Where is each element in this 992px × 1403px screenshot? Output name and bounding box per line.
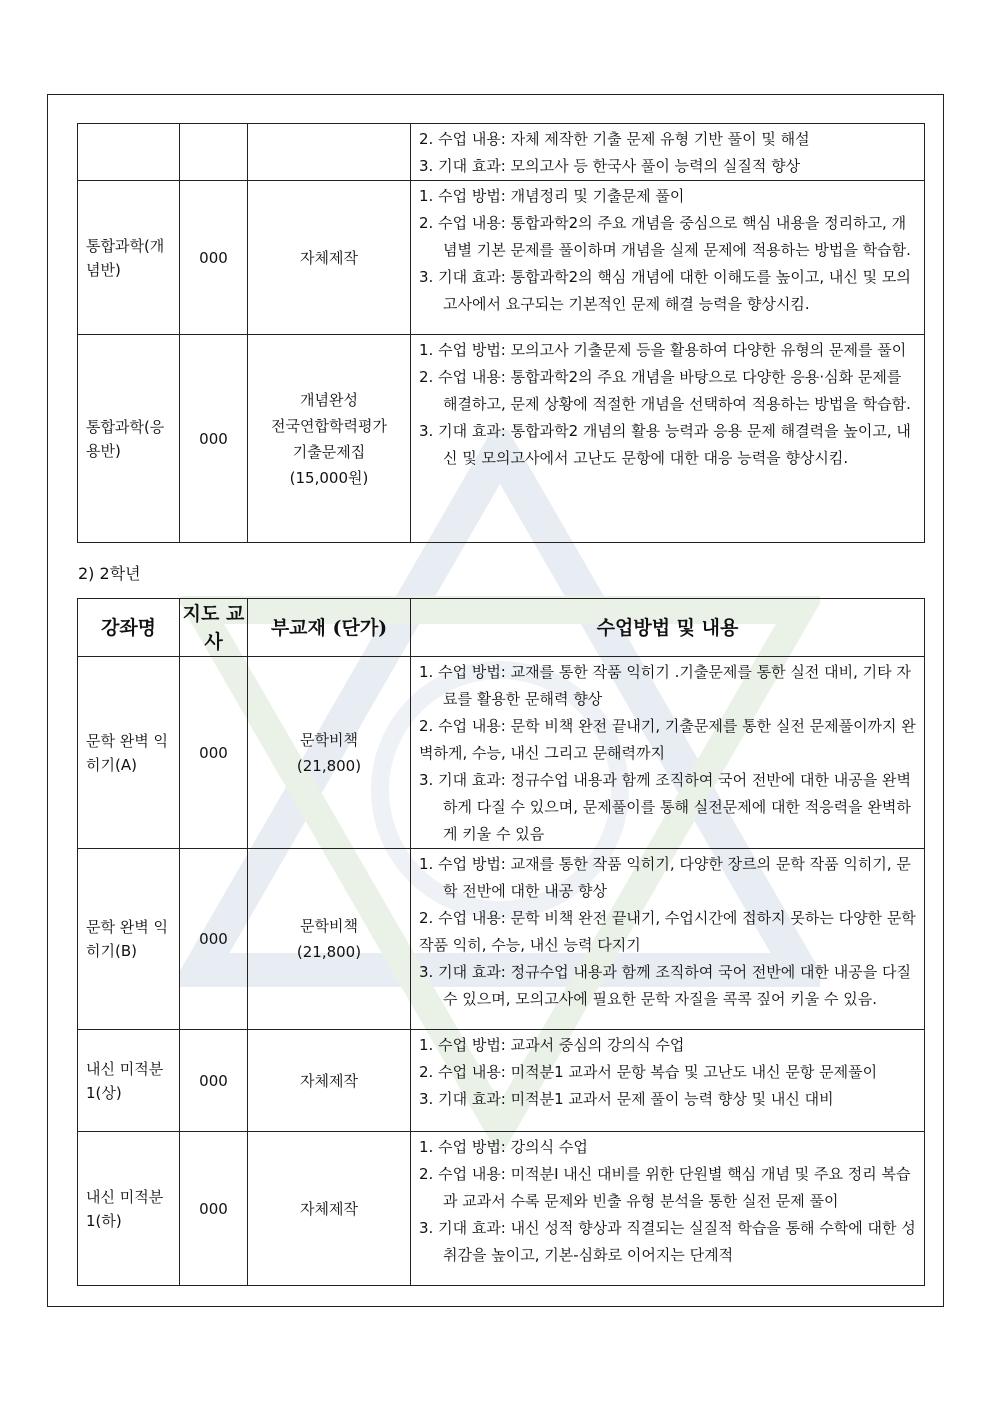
textbook-cell (248, 849, 411, 1030)
description-item: 2. 수업 내용: 미적분1 교과서 문항 복습 및 고난도 내신 문항 문제풀이 (419, 1063, 878, 1081)
description-item: 1. 수업 방법: 교재를 통한 작품 익히기 .기출문제를 통한 실전 대비, 기타 자료를 활용한 문해력 향상 (419, 663, 911, 708)
description-item: 3. 기대 효과: 모의고사 등 한국사 풀이 능력의 실질적 향상 (419, 157, 801, 175)
description-cell (411, 849, 925, 1030)
table-row (78, 1132, 925, 1286)
description-cell (411, 657, 925, 849)
teacher-cell: 000 (180, 1132, 248, 1286)
description-cell (411, 1132, 925, 1286)
teacher-cell: 000 (180, 849, 248, 1030)
description-cell (411, 181, 925, 335)
table-row (78, 1030, 925, 1132)
textbook-line: 자체제작 (300, 249, 358, 267)
description-item: 3. 기대 효과: 정규수업 내용과 함께 조직하여 국어 전반에 대한 내공을 다질 수 있으며, 모의고사에 필요한 문학 자질을 콕콕 짚어 키울 수 있음. (419, 963, 912, 1008)
description-item: 2. 수업 내용: 문학 비책 완전 끝내기, 기출문제를 통한 실전 문제풀이까지 완벽하게, 수능, 내신 그리고 문해력까지 (419, 717, 916, 762)
description-item: 2. 수업 내용: 미적분Ⅰ 내신 대비를 위한 단원별 핵심 개념 및 주요 정리 복습과 교과서 수록 문제와 빈출 유형 분석을 통한 실전 문제 풀이 (419, 1165, 911, 1210)
description-item: 1. 수업 방법: 모의고사 기출문제 등을 활용하여 다양한 유형의 문제를 풀이 (419, 341, 907, 359)
description-item: 1. 수업 방법: 개념정리 및 기출문제 풀이 (419, 187, 685, 205)
header-teacher: 지도 교사 (180, 599, 248, 657)
description-item: 1. 수업 방법: 강의식 수업 (419, 1138, 588, 1156)
table-row (78, 849, 925, 1030)
teacher-cell: 000 (180, 335, 248, 543)
textbook-cell (248, 1132, 411, 1286)
section-title: 2) 2학년 (78, 564, 141, 583)
course-name-cell: 문학 완벽 익히기(B) (78, 849, 180, 1030)
table-row (78, 124, 925, 181)
description-item: 2. 수업 내용: 통합과학2의 주요 개념을 중심으로 핵심 내용을 정리하고, 개념별 기본 문제를 풀이하며 개념을 실제 문제에 적용하는 방법을 학습함. (419, 214, 911, 259)
textbook-cell (248, 181, 411, 335)
header-course-name: 강좌명 (78, 599, 180, 657)
textbook-cell (248, 657, 411, 849)
textbook-line: (15,000원) (289, 468, 369, 487)
course-name-cell: 내신 미적분1(하) (78, 1132, 180, 1286)
course-name-cell: 내신 미적분1(상) (78, 1030, 180, 1132)
teacher-cell (180, 124, 248, 181)
description-item: 1. 수업 방법: 교과서 중심의 강의식 수업 (419, 1036, 685, 1054)
description-item: 3. 기대 효과: 통합과학2 개념의 활용 능력과 응용 문제 해결력을 높이고, 내신 및 모의고사에서 고난도 문항에 대한 대응 능력을 향상시킴. (419, 422, 911, 467)
textbook-line: (21,800) (296, 943, 362, 961)
description-cell (411, 124, 925, 181)
textbook-cell (248, 124, 411, 181)
textbook-cell (248, 1030, 411, 1132)
header-textbook: 부교재 (단가) (248, 599, 411, 657)
teacher-cell: 000 (180, 181, 248, 335)
description-item: 3. 기대 효과: 미적분1 교과서 문제 풀이 능력 향상 및 내신 대비 (419, 1090, 834, 1108)
textbook-line: 자체제작 (300, 1200, 358, 1218)
description-cell (411, 1030, 925, 1132)
course-name-cell (78, 124, 180, 181)
course-table-grade2 (77, 598, 925, 1286)
course-name-cell: 문학 완벽 익히기(A) (78, 657, 180, 849)
table-row (78, 181, 925, 335)
description-item: 1. 수업 방법: 교재를 통한 작품 익히기, 다양한 장르의 문학 작품 익히기, 문학 전반에 대한 내공 향상 (419, 855, 911, 900)
textbook-line: 자체제작 (300, 1072, 358, 1090)
header-description: 수업방법 및 내용 (411, 599, 925, 657)
textbook-line: 개념완성 (300, 390, 358, 409)
course-name-cell: 통합과학(개념반) (78, 181, 180, 335)
description-item: 2. 수업 내용: 문학 비책 완전 끝내기, 수업시간에 접하지 못하는 다양한 문학 작품 익히, 수능, 내신 능력 다지기 (419, 909, 916, 954)
description-item: 3. 기대 효과: 통합과학2의 핵심 개념에 대한 이해도를 높이고, 내신 및 모의고사에서 요구되는 기본적인 문제 해결 능력을 향상시킴. (419, 268, 911, 313)
textbook-line: 문학비책 (300, 730, 358, 749)
teacher-cell: 000 (180, 1030, 248, 1132)
table-row (78, 657, 925, 849)
description-item: 3. 기대 효과: 정규수업 내용과 함께 조직하여 국어 전반에 대한 내공을 완벽하게 다질 수 있으며, 문제풀이를 통해 실전문제에 대한 적응력을 완벽하게 키울 수 있음 (419, 771, 912, 843)
description-item: 2. 수업 내용: 자체 제작한 기출 문제 유형 기반 풀이 및 해설 (419, 130, 810, 148)
textbook-line: 문학비책 (300, 917, 358, 935)
textbook-line: 기출문제집 (292, 442, 366, 461)
textbook-line: 전국연합학력평가 (271, 416, 387, 435)
table-row (78, 335, 925, 543)
course-name-cell: 통합과학(응용반) (78, 335, 180, 543)
description-item: 3. 기대 효과: 내신 성적 향상과 직결되는 실질적 학습을 통해 수학에 대한 성취감을 높이고, 기본-심화로 이어지는 단계적 (419, 1219, 916, 1264)
description-item: 2. 수업 내용: 통합과학2의 주요 개념을 바탕으로 다양한 응용·심화 문제를 해결하고, 문제 상황에 적절한 개념을 선택하여 적용하는 방법을 학습함. (419, 368, 911, 413)
course-table-continued (77, 123, 925, 543)
description-cell (411, 335, 925, 543)
table-header-row (78, 599, 925, 657)
textbook-cell (248, 335, 411, 543)
teacher-cell: 000 (180, 657, 248, 849)
textbook-line: (21,800) (296, 756, 362, 775)
